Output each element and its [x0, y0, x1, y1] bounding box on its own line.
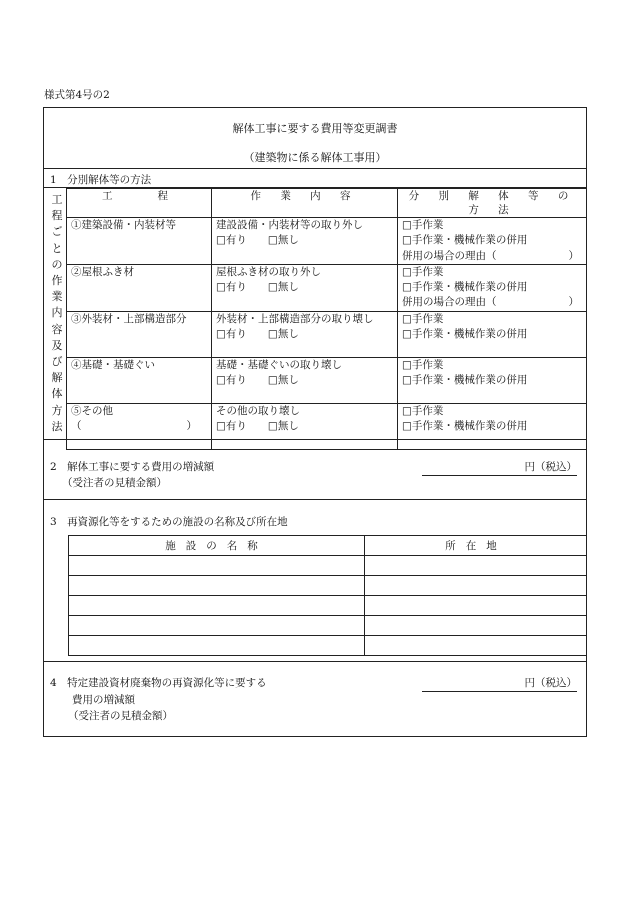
work-content: 外装材・上部構造部分の取り壊し	[216, 312, 374, 325]
work-content: 屋根ふき材の取り外し	[216, 265, 321, 278]
facility-name-cell[interactable]	[69, 616, 365, 636]
table-row	[69, 576, 588, 596]
work-content: その他の取り壊し	[216, 404, 300, 417]
process-name: ①建築設備・内装材等	[71, 219, 176, 231]
manual-checkbox[interactable]: □手作業	[402, 404, 444, 417]
combined-checkbox[interactable]: □手作業・機械作業の併用	[402, 328, 528, 341]
table-row	[69, 616, 588, 636]
facility-name-cell[interactable]	[69, 636, 365, 656]
reason-field[interactable]: 併用の場合の理由（ ）	[402, 249, 579, 262]
section2-label: 2 解体工事に要する費用の増減額	[50, 461, 215, 473]
table-row	[67, 403, 588, 449]
location-cell[interactable]	[365, 616, 588, 636]
location-cell[interactable]	[365, 556, 588, 576]
header-process: 工 程	[67, 189, 212, 218]
process-name: ③外装材・上部構造部分	[71, 312, 187, 325]
section2-sub: （受注者の見積金額）	[62, 477, 167, 489]
table-row	[69, 556, 588, 576]
divider	[43, 661, 587, 662]
facility-name-cell[interactable]	[69, 596, 365, 616]
presence-checkboxes[interactable]: □有り □無し	[216, 234, 299, 247]
header-facility-name: 施設の名称	[69, 536, 365, 556]
section1-heading: 1 分別解体等の方法	[50, 174, 152, 186]
table-row	[69, 596, 588, 616]
document-subtitle: （建築物に係る解体工事用）	[243, 151, 387, 164]
section3-label: 3 再資源化等をするための施設の名称及び所在地	[50, 516, 288, 528]
manual-checkbox[interactable]: □手作業	[402, 358, 444, 371]
combined-checkbox[interactable]: □手作業・機械作業の併用	[402, 281, 528, 294]
section1-vertical-label: 工 程 ご と の 作 業 内 容 及 び 解 体 方 法	[51, 193, 63, 433]
form-id: 様式第4号の2	[44, 89, 110, 101]
demolition-method-table	[66, 188, 587, 450]
work-content: 建設設備・内装材等の取り外し	[216, 219, 363, 231]
header-work: 作 業 内 容	[212, 189, 398, 218]
table-header-row	[67, 189, 588, 218]
other-process-field[interactable]: （ ）	[71, 420, 197, 433]
table-row	[69, 636, 588, 656]
table-row	[67, 357, 588, 403]
header-location: 所在地	[365, 536, 588, 556]
section4-line2: 費用の増減額	[72, 694, 135, 706]
divider	[43, 168, 587, 169]
facility-table	[68, 535, 587, 656]
manual-checkbox[interactable]: □手作業	[402, 265, 444, 278]
table-row	[67, 311, 588, 357]
work-content: 基礎・基礎ぐいの取り壊し	[216, 358, 342, 371]
table-row	[67, 218, 588, 265]
process-name: ④基礎・基礎ぐい	[71, 358, 155, 371]
facility-name-cell[interactable]	[69, 576, 365, 596]
divider	[43, 499, 587, 500]
reason-field[interactable]: 併用の場合の理由（ ）	[402, 296, 579, 309]
location-cell[interactable]	[365, 636, 588, 656]
location-cell[interactable]	[365, 596, 588, 616]
combined-checkbox[interactable]: □手作業・機械作業の併用	[402, 420, 528, 433]
location-cell[interactable]	[365, 576, 588, 596]
presence-checkboxes[interactable]: □有り □無し	[216, 420, 299, 433]
section4-sub: （受注者の見積金額）	[68, 710, 173, 722]
presence-checkboxes[interactable]: □有り □無し	[216, 374, 299, 387]
document-title: 解体工事に要する費用等変更調書	[232, 122, 398, 135]
presence-checkboxes[interactable]: □有り □無し	[216, 328, 299, 341]
section4-amount-field[interactable]: 円（税込）	[422, 675, 577, 692]
manual-checkbox[interactable]: □手作業	[402, 219, 444, 231]
presence-checkboxes[interactable]: □有り □無し	[216, 281, 299, 294]
table-header-row	[69, 536, 588, 556]
facility-name-cell[interactable]	[69, 556, 365, 576]
section4-label: 4 特定建設資材廃棄物の再資源化等に要する	[50, 677, 267, 689]
divider	[43, 439, 587, 440]
process-name: ②屋根ふき材	[71, 265, 134, 278]
combined-checkbox[interactable]: □手作業・機械作業の併用	[402, 234, 528, 247]
combined-checkbox[interactable]: □手作業・機械作業の併用	[402, 374, 528, 387]
process-name: ⑤その他	[71, 404, 113, 417]
header-method: 分 別 解 体 等 の 方 法	[398, 189, 588, 218]
table-row	[67, 264, 588, 311]
section2-amount-field[interactable]: 円（税込）	[422, 459, 577, 476]
manual-checkbox[interactable]: □手作業	[402, 312, 444, 325]
